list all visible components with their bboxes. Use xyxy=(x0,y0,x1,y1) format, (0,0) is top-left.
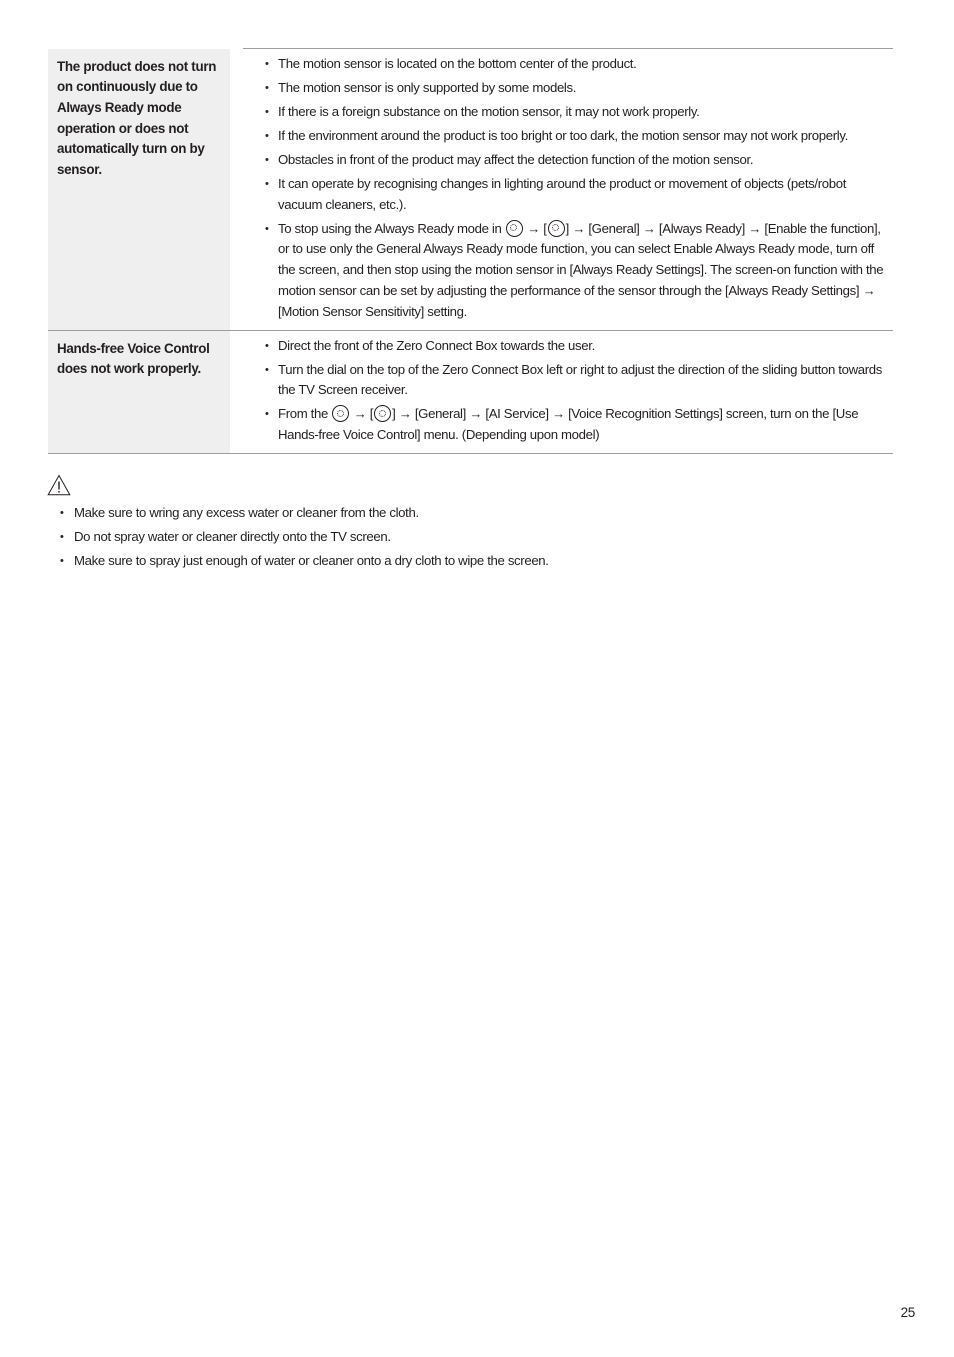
list-item: • The motion sensor is located on the bottom center of the product. xyxy=(265,54,887,75)
issue-cell: The product does not turn on continuously due to Always Ready mode operation or does not automatically turn on by sensor. xyxy=(48,49,230,331)
table-row xyxy=(48,49,893,331)
solution-list xyxy=(265,54,887,322)
list-item: • Direct the front of the Zero Connect Box towards the user. xyxy=(265,336,887,357)
settings-icon xyxy=(548,220,565,237)
list-item: • If the environment around the product is too bright or too dark, the motion sensor may not work properly. xyxy=(265,126,887,147)
list-item: • Make sure to wring any excess water or cleaner from the cloth. xyxy=(60,503,860,524)
settings-icon xyxy=(332,405,349,422)
warning-triangle-icon xyxy=(47,474,71,496)
settings-icon xyxy=(506,220,523,237)
solution-cell xyxy=(243,49,893,331)
list-item: • From the → [ ] → [General] → [AI Service] → [Voice Recognition Settings] screen, turn on the [Use Hands-free Voice Control] menu. (Depending upon model) xyxy=(265,404,887,445)
caution-notes xyxy=(60,503,860,575)
troubleshooting-table xyxy=(48,48,893,454)
list-item: • It can operate by recognising changes in lighting around the product or movement of objects (pets/robot vacuum cleaners, etc.). xyxy=(265,174,887,215)
list-item: • Make sure to spray just enough of water or cleaner onto a dry cloth to wipe the screen. xyxy=(60,551,860,572)
list-item: • Do not spray water or cleaner directly onto the TV screen. xyxy=(60,527,860,548)
issue-cell: Hands-free Voice Control does not work properly. xyxy=(48,330,230,453)
page-number: 25 xyxy=(900,1305,915,1320)
settings-icon xyxy=(374,405,391,422)
list-item: • Obstacles in front of the product may affect the detection function of the motion sensor. xyxy=(265,150,887,171)
solution-list xyxy=(265,336,887,446)
solution-cell xyxy=(243,330,893,453)
list-item: • If there is a foreign substance on the motion sensor, it may not work properly. xyxy=(265,102,887,123)
list-item: • The motion sensor is only supported by some models. xyxy=(265,78,887,99)
list-item: • To stop using the Always Ready mode in → [ ] → [General] → [Always Ready] → [Enable the function], or to use only the General Always Ready mode function, you can select Enable Always Ready mode, turn off the screen, and then stop using the motion sensor in [Always Ready Settings]. The screen-on function with the motion sensor can be set by adjusting the performance of the sensor through the [Always Ready Settings] → [Motion Sensor Sensitivity] setting. xyxy=(265,219,887,323)
table-row xyxy=(48,330,893,453)
list-item: • Turn the dial on the top of the Zero Connect Box left or right to adjust the direction of the sliding button towards the TV Screen receiver. xyxy=(265,360,887,401)
